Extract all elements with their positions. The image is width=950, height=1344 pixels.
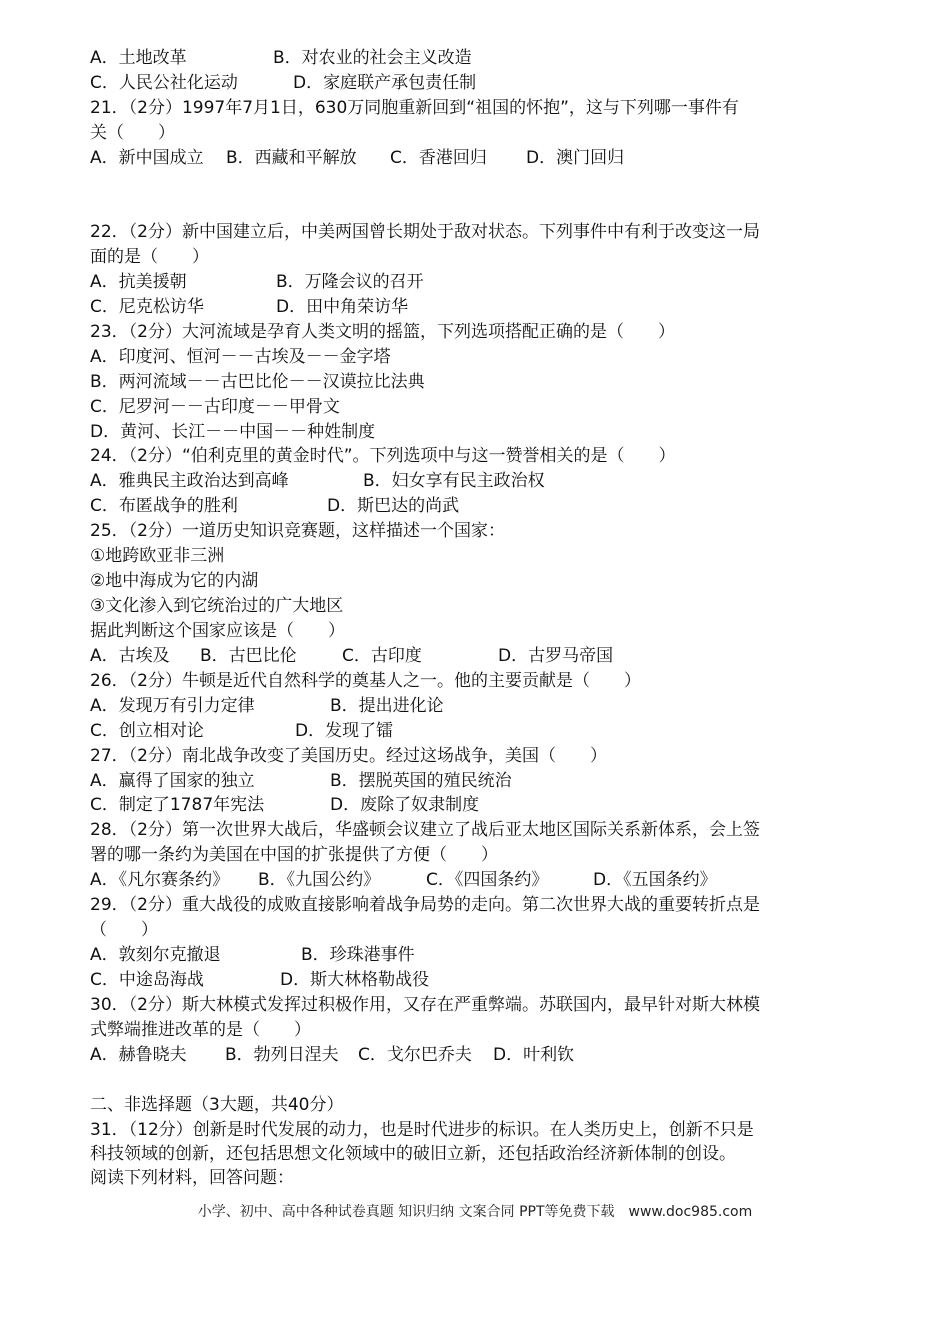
q20-option-c: C．人民公社化运动 [90,73,238,93]
q29-option-a: A．敦刻尔克撤退 [90,945,221,965]
q25-option-b: B．古巴比伦 [200,646,297,666]
q20-option-d: D．家庭联产承包责任制 [293,73,477,93]
q23-option-d: D．黄河、长江－－中国－－种姓制度 [90,422,376,442]
q22-stem-line1: 22．（2分）新中国建立后，中美两国曾长期处于敌对状态。下列事件中有利于改变这一局 [90,222,760,242]
q29-stem-line1: 29．（2分）重大战役的成败直接影响着战争局势的走向。第二次世界大战的重要转折点是 [90,895,760,915]
q22-stem-line2: 面的是（ ） [90,247,209,267]
q30-option-c: C．戈尔巴乔夫 [358,1045,472,1065]
q21-option-d: D．澳门回归 [526,148,625,168]
q29-option-b: B．珍珠港事件 [301,945,415,965]
q23-option-b: B．两河流域－－古巴比伦－－汉谟拉比法典 [90,372,425,392]
q29-option-d: D．斯大林格勒战役 [280,970,430,990]
q20-option-a: A．土地改革 [90,48,187,68]
q26-option-c: C．创立相对论 [90,721,204,741]
q23-option-c: C．尼罗河－－古印度－－甲骨文 [90,397,340,417]
q23-option-a: A．印度河、恒河－－古埃及－－金字塔 [90,347,391,367]
q25-option-d: D．古罗马帝国 [498,646,614,666]
q25-clue-2: ②地中海成为它的内湖 [90,571,259,591]
q21-option-a: A．新中国成立 [90,148,204,168]
q27-option-d: D．废除了奴隶制度 [330,795,480,815]
q21-option-b: B．西藏和平解放 [226,148,357,168]
q30-option-b: B．勃列日涅夫 [225,1045,339,1065]
q27-stem: 27．（2分）南北战争改变了美国历史。经过这场战争，美国（ ） [90,746,607,766]
q22-option-b: B．万隆会议的召开 [276,272,424,292]
q25-option-c: C．古印度 [342,646,422,666]
q30-stem-line2: 式弊端推进改革的是（ ） [90,1020,311,1040]
q24-option-a: A．雅典民主政治达到高峰 [90,471,289,491]
q30-stem-line1: 30．（2分）斯大林模式发挥过积极作用，又存在严重弊端。苏联国内，最早针对斯大林模 [90,995,760,1015]
q30-option-d: D．叶利钦 [493,1045,575,1065]
q25-clue-3: ③文化渗入到它统治过的广大地区 [90,596,344,616]
q24-option-d: D．斯巴达的尚武 [327,496,460,516]
q28-option-d: D．《五国条约》 [593,870,717,890]
q22-option-c: C．尼克松访华 [90,297,204,317]
q24-option-c: C．布匿战争的胜利 [90,496,238,516]
q31-stem-line3: 阅读下列材料，回答问题： [90,1168,294,1188]
q31-stem-line2: 科技领域的创新，还包括思想文化领域中的破旧立新，还包括政治经济新体制的创设。 [90,1144,736,1164]
q22-option-d: D．田中角荣访华 [276,297,409,317]
q25-prompt: 据此判断这个国家应该是（ ） [90,621,345,641]
q21-stem-line2: 关（ ） [90,123,175,143]
q25-option-a: A．古埃及 [90,646,170,666]
q29-stem-line2: （ ） [90,920,158,940]
q21-option-c: C．香港回归 [390,148,487,168]
q25-clue-1: ①地跨欧亚非三洲 [90,546,225,566]
q24-option-b: B．妇女享有民主政治权 [363,471,545,491]
page-footer: 小学、初中、高中各种试卷真题 知识归纳 文案合同 PPT等免费下载 www.doc985.com [197,1204,753,1220]
q27-option-c: C．制定了1787年宪法 [90,795,265,815]
q26-option-d: D．发现了镭 [295,721,394,741]
q27-option-a: A．赢得了国家的独立 [90,771,255,791]
q27-option-b: B．摆脱英国的殖民统治 [330,771,512,791]
q21-stem-line1: 21．（2分）1997年7月1日，630万同胞重新回到“祖国的怀抱”，这与下列哪一事件有 [90,98,739,118]
q31-stem-line1: 31．（12分）创新是时代发展的动力，也是时代进步的标识。在人类历史上，创新不只是 [90,1120,754,1140]
q26-option-b: B．提出进化论 [330,696,444,716]
q28-option-b: B．《九国公约》 [258,870,381,890]
q23-stem: 23．（2分）大河流域是孕育人类文明的摇篮，下列选项搭配正确的是（ ） [90,322,675,342]
q20-option-b: B．对农业的社会主义改造 [273,48,472,68]
q24-stem: 24．（2分）“伯利克里的黄金时代”。下列选项中与这一赞誉相关的是（ ） [90,446,676,466]
section-heading: 二、非选择题（3大题，共40分） [90,1095,344,1115]
q28-stem-line2: 署的哪一条约为美国在中国的扩张提供了方便（ ） [90,845,498,865]
q28-option-a: A．《凡尔赛条约》 [90,870,230,890]
q26-option-a: A．发现万有引力定律 [90,696,255,716]
q26-stem: 26．（2分）牛顿是近代自然科学的奠基人之一。他的主要贡献是（ ） [90,671,641,691]
q28-option-c: C．《四国条约》 [426,870,549,890]
q29-option-c: C．中途岛海战 [90,970,204,990]
q28-stem-line1: 28．（2分）第一次世界大战后，华盛顿会议建立了战后亚太地区国际关系新体系，会上签 [90,820,760,840]
q30-option-a: A．赫鲁晓夫 [90,1045,187,1065]
q22-option-a: A．抗美援朝 [90,272,187,292]
q25-stem: 25．（2分）一道历史知识竞赛题，这样描述一个国家： [90,521,505,541]
